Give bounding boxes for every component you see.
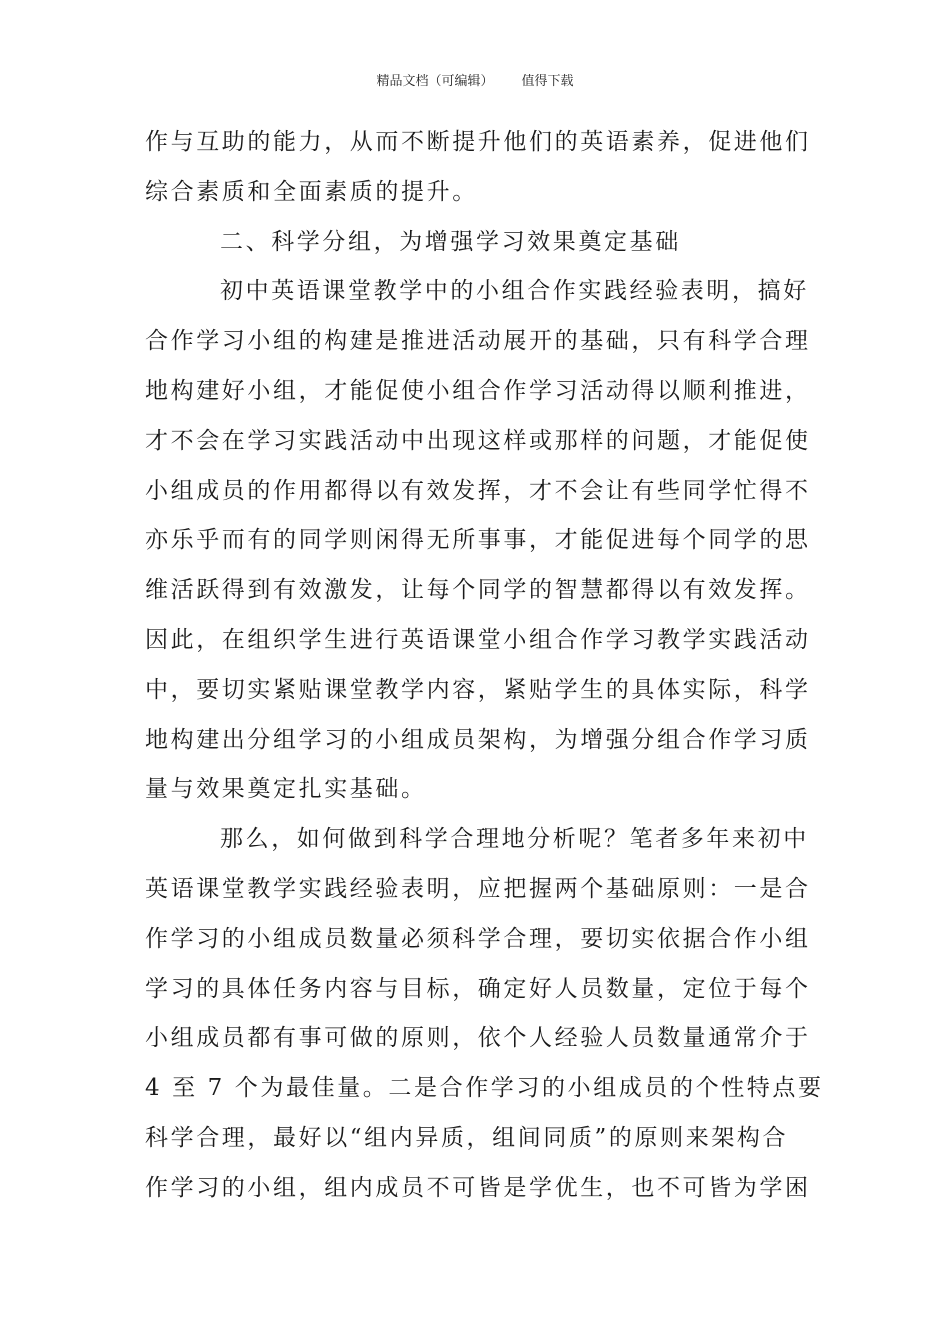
text-line: 因此，在组织学生进行英语课堂小组合作学习教学实践活动 [145, 626, 811, 653]
text-line: 亦乐乎而有的同学则闲得无所事事，才能促进每个同学的思 [145, 527, 811, 554]
text-line: 那么，如何做到科学合理地分析呢？笔者多年来初中 [220, 826, 809, 853]
text-line: 小组成员都有事可做的原则，依个人经验人员数量通常介于 [145, 1025, 811, 1052]
page-header [0, 70, 950, 89]
text-line: 综合素质和全面素质的提升。 [145, 178, 478, 205]
text-line: 学习的具体任务内容与目标，确定好人员数量，定位于每个 [145, 975, 811, 1002]
text-line: 量与效果奠定扎实基础。 [145, 776, 427, 803]
text-line: 作学习的小组，组内成员不可皆是学优生，也不可皆为学困 [145, 1174, 811, 1201]
text-line: 中，要切实紧贴课堂教学内容，紧贴学生的具体实际，科学 [145, 676, 811, 703]
text-line: 维活跃得到有效激发，让每个同学的智慧都得以有效发挥。 [145, 577, 811, 604]
section-heading: 二、科学分组，为增强学习效果奠定基础 [220, 228, 681, 255]
text-line: 地构建出分组学习的小组成员架构，为增强分组合作学习质 [145, 726, 811, 753]
text-line: 地构建好小组，才能促使小组合作学习活动得以顺利推进， [145, 377, 811, 404]
text-line: 科学合理，最好以“组内异质，组间同质”的原则来架构合 [145, 1124, 789, 1151]
text-line: 4 至 7 个为最佳量。二是合作学习的小组成员的个性特点要 [145, 1075, 824, 1102]
text-line: 作学习的小组成员数量必须科学合理，要切实依据合作小组 [145, 925, 811, 952]
header-left-text: 精品文档（可编辑） [376, 74, 494, 89]
text-line: 英语课堂教学实践经验表明，应把握两个基础原则：一是合 [145, 875, 811, 902]
text-line: 小组成员的作用都得以有效发挥，才不会让有些同学忙得不 [145, 477, 811, 504]
text-line: 初中英语课堂教学中的小组合作实践经验表明，搞好 [220, 278, 809, 305]
header-right-text: 值得下载 [521, 74, 574, 89]
text-line: 作与互助的能力，从而不断提升他们的英语素养，促进他们 [145, 129, 811, 155]
text-line: 合作学习小组的构建是推进活动展开的基础，只有科学合理 [145, 328, 811, 355]
text-line: 才不会在学习实践活动中出现这样或那样的问题，才能促使 [145, 427, 811, 454]
document-body [145, 118, 824, 1214]
